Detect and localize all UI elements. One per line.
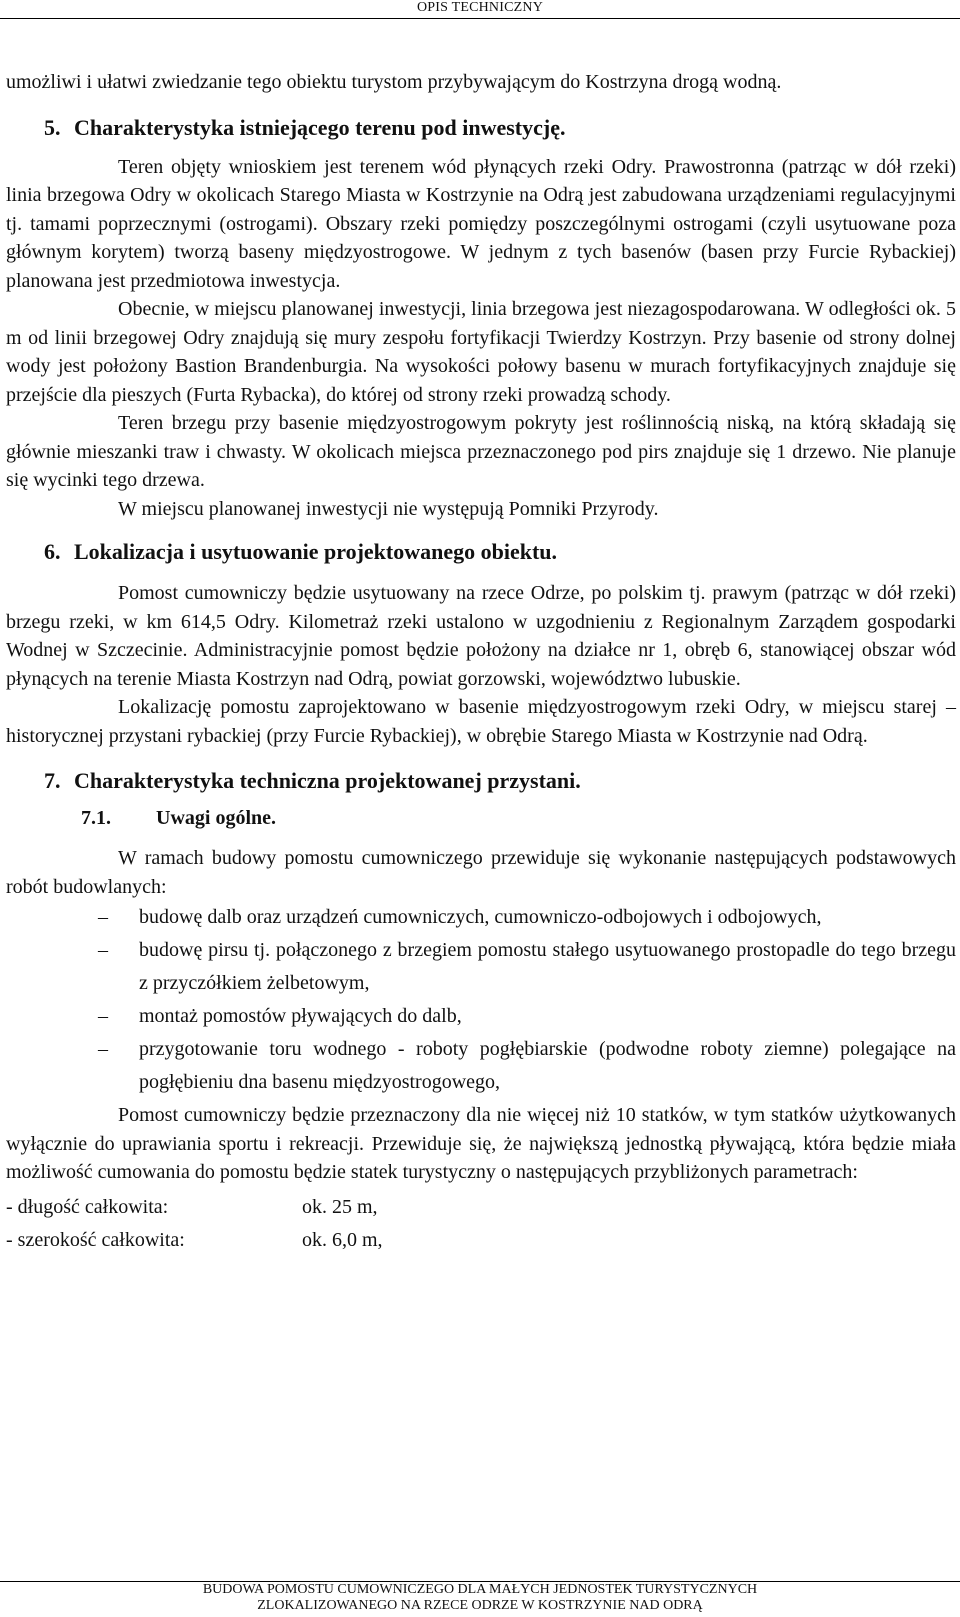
param-row-width [6,1224,956,1257]
section-6-number: 6. [44,539,61,564]
subsection-7-1-heading [6,804,956,832]
dash-bullet: – [98,906,108,928]
page-footer [0,1581,960,1614]
dash-bullet: – [98,1038,108,1060]
footer-line-1: BUDOWA POMOSTU CUMOWNICZEGO DLA MAŁYCH JEDNOSTEK TURYSTYCZNYCH [202,1582,758,1597]
document-body [6,68,956,1257]
section-7-heading [6,766,956,796]
list-item: – budowę dalb oraz urządzeń cumowniczych, cumowniczo-odbojowych i odbojowych, [6,901,956,934]
list-item: – budowę pirsu tj. połączonego z brzegiem pomostu stałego usytuowanego prostopadle do tego brzegu z przyczółkiem żelbetowym, [6,934,956,1000]
continuation-paragraph: umożliwi i ułatwi zwiedzanie tego obiektu turystom przybywającym do Kostrzyna drogą wodną. [6,71,782,93]
section-6-paragraph-2: Lokalizację pomostu zaprojektowano w basenie międzyostrogowym rzeki Odry, w miejscu starej – historycznej przystani rybackiej (przy Furcie Rybackiej), w obrębie Starego Miasta w Kostrzynie nad Odrą. [6,696,956,747]
section-5-paragraph-2: Obecnie, w miejscu planowanej inwestycji, linia brzegowa jest niezagospodarowana. W odległości ok. 5 m od linii brzegowej Odry znajdują się mury zespołu fortyfikacji Twierdzy Kostrzyn. Przy basenie od strony dolnej wody jest położony Bastion Brandenburgia. Na wysokości połowy basenu w murach fortyfikacyjnych znajduje się przejście dla pieszych (Furta Rybacka), do której od strony rzeki prowadzą schody. [6,298,956,406]
param-row-length [6,1191,956,1224]
section-6-paragraph-1: Pomost cumowniczy będzie usytuowany na rzece Odrze, po polskim tj. prawym (patrząc w dół rzeki) brzegu rzeki, w km 614,5 Odry. Kilometraż rzeki ustalono w uzgodnieniu z Regionalnym Zarządem gospodarki Wodnej w Szczecinie. Administracyjnie pomost będzie położony na działce nr 1, obręb 6, stanowiącej obszar wód płynących na terenie Miasta Kostrzyn nad Odrą, powiat gorzowski, województwo lubuskie. [6,582,956,690]
section-6-heading [6,537,956,567]
section-7-number: 7. [44,768,61,793]
list-item: – montaż pomostów pływających do dalb, [6,1000,956,1033]
subsection-7-1-title: Uwagi ogólne. [156,807,276,829]
param-label: - szerokość całkowita: [6,1228,185,1251]
dash-bullet: – [98,1005,108,1027]
dash-bullet: – [98,939,108,961]
vessel-parameters [6,1191,956,1257]
section-7-paragraph-1: W ramach budowy pomostu cumowniczego przewiduje się wykonanie następujących podstawowych robót budowlanych: [6,847,956,898]
section-5-paragraph-4: W miejscu planowanej inwestycji nie występują Pomniki Przyrody. [118,497,659,520]
section-5-number: 5. [44,114,61,140]
subsection-7-1-number: 7.1. [81,807,111,829]
section-5-paragraph-3: Teren brzegu przy basenie międzyostrogowym pokryty jest roślinnością niską, na którą składają się głównie mieszanki traw i chwasty. W okolicach miejsca przeznaczonego pod pirs znajduje się 1 drzewo. Nie planuje się wycinki tego drzewa. [6,412,956,491]
param-value: ok. 25 m, [302,1195,378,1218]
works-list [6,901,956,1099]
param-label: - długość całkowita: [6,1195,169,1218]
list-item: – przygotowanie toru wodnego - roboty pogłębiarskie (podwodne roboty ziemne) polegające na pogłębieniu dna basenu międzyostrogowego, [6,1033,956,1099]
footer-line-2: ZLOKALIZOWANEGO NA RZECE ODRZE W KOSTRZYNIE NAD ODRĄ [257,1598,703,1613]
header-title: OPIS TECHNICZNY [416,0,544,15]
section-5-title: Charakterystyka istniejącego terenu pod inwestycję. [74,114,566,140]
section-7-title: Charakterystyka techniczna projektowanej przystani. [74,768,581,793]
section-5-paragraph-1: Teren objęty wnioskiem jest terenem wód płynących rzeki Odry. Prawostronna (patrząc w dół rzeki) linia brzegowa Odry w okolicach Starego Miasta w Kostrzynie na Odrą jest zabudowana urządzeniami regulacyjnymi tj. tamami poprzecznymi (ostrogami). Obszary rzeki pomiędzy poszczególnymi ostrogami (czyli usytuowane poza głównym korytem) tworzą baseny międzyostrogowe. W jednym z tych basenów (basen przy Furcie Rybackiej) planowana jest przedmiotowa inwestycja. [6,155,956,292]
section-7-paragraph-2: Pomost cumowniczy będzie przeznaczony dla nie więcej niż 10 statków, w tym statków użytkowanych wyłącznie do uprawiania sportu i rekreacji. Przewiduje się, że największą jednostką pływającą, która będzie miała możliwość cumowania do pomostu będzie statek turystyczny o następujących przybliżonych parametrach: [6,1104,956,1183]
page-header [0,0,960,19]
section-5-heading [6,113,956,143]
param-value: ok. 6,0 m, [302,1228,383,1251]
section-6-title: Lokalizacja i usytuowanie projektowanego obiektu. [74,539,558,564]
